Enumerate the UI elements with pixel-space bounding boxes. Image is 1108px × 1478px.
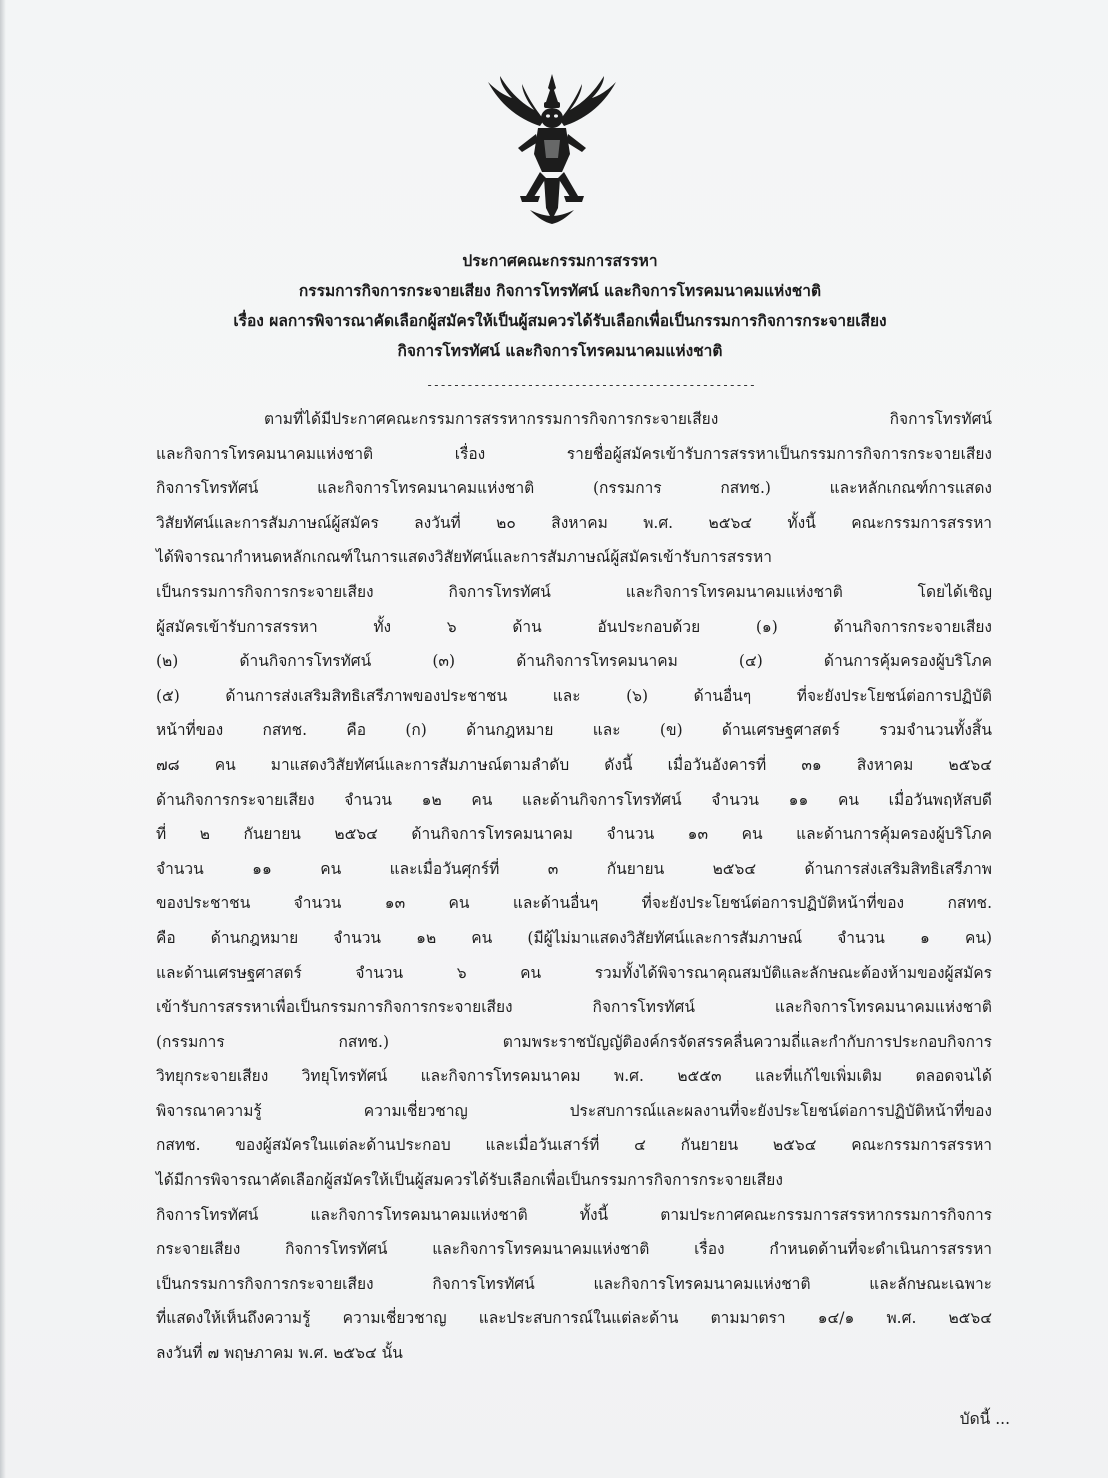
- body-line: และด้านเศรษฐศาสตร์ จำนวน ๖ คน รวมทั้งได้พิจารณาคุณสมบัติและลักษณะต้องห้ามของผู้สมัคร: [156, 963, 992, 982]
- announcement-header: [120, 246, 1000, 366]
- body-line: หน้าที่ของ กสทช. คือ (ก) ด้านกฎหมาย และ (ข) ด้านเศรษฐศาสตร์ รวมจำนวนทั้งสิ้น: [156, 721, 992, 740]
- announcement-committee: กรรมการกิจการกระจายเสียง กิจการโทรทัศน์ และกิจการโทรคมนาคมแห่งชาติ: [298, 281, 822, 300]
- body-line: เป็นกรรมการกิจการกระจายเสียง กิจการโทรทัศน์ และกิจการโทรคมนาคมแห่งชาติ โดยได้เชิญ: [156, 582, 992, 601]
- body-line: กิจการโทรทัศน์ และกิจการโทรคมนาคมแห่งชาติ ทั้งนี้ ตามประกาศคณะกรรมการสรรหากรรมการกิจการ: [156, 1205, 992, 1224]
- announcement-subject-cont: กิจการโทรทัศน์ และกิจการโทรคมนาคมแห่งชาติ: [397, 341, 723, 360]
- body-line: และกิจการโทรคมนาคมแห่งชาติ เรื่อง รายชื่อผู้สมัครเข้ารับการสรรหาเป็นกรรมการกิจการกระจายเสียง: [156, 444, 992, 463]
- body-line: เป็นกรรมการกิจการกระจายเสียง กิจการโทรทัศน์ และกิจการโทรคมนาคมแห่งชาติ และลักษณะเฉพาะ: [156, 1274, 992, 1293]
- body-line: (๒) ด้านกิจการโทรทัศน์ (๓) ด้านกิจการโทรคมนาคม (๔) ด้านการคุ้มครองผู้บริโภค: [156, 652, 992, 671]
- body-line: ของประชาชน จำนวน ๑๓ คน และด้านอื่นๆ ที่จะยังประโยชน์ต่อการปฏิบัติหน้าที่ของ กสทช.: [156, 894, 992, 913]
- body-line: กระจายเสียง กิจการโทรทัศน์ และกิจการโทรคมนาคมแห่งชาติ เรื่อง กำหนดด้านที่จะดำเนินการสรรหา: [156, 1240, 992, 1259]
- body-line: คือ ด้านกฎหมาย จำนวน ๑๒ คน (มีผู้ไม่มาแสดงวิสัยทัศน์และการสัมภาษณ์ จำนวน ๑ คน): [156, 928, 992, 947]
- body-line: ได้พิจารณากำหนดหลักเกณฑ์ในการแสดงวิสัยทัศน์และการสัมภาษณ์ผู้สมัครเข้ารับการสรรหา: [156, 548, 772, 567]
- body-line: ผู้สมัครเข้ารับการสรรหา ทั้ง ๖ ด้าน อันประกอบด้วย (๑) ด้านกิจการกระจายเสียง: [156, 617, 992, 636]
- announcement-subject: เรื่อง ผลการพิจารณาคัดเลือกผู้สมัครให้เป็นผู้สมควรได้รับเลือกเพื่อเป็นกรรมการกิจการกระจายเสียง: [233, 311, 887, 330]
- body-line: ได้มีการพิจารณาคัดเลือกผู้สมัครให้เป็นผู้สมควรได้รับเลือกเพื่อเป็นกรรมการกิจการกระจายเสียง: [156, 1171, 783, 1190]
- body-line: กสทช. ของผู้สมัครในแต่ละด้านประกอบ และเมื่อวันเสาร์ที่ ๔ กันยายน ๒๕๖๔ คณะกรรมการสรรหา: [156, 1136, 992, 1155]
- body-line: วิสัยทัศน์และการสัมภาษณ์ผู้สมัคร ลงวันที่ ๒๐ สิงหาคม พ.ศ. ๒๕๖๔ ทั้งนี้ คณะกรรมการสรรหา: [156, 513, 992, 532]
- body-line: พิจารณาความรู้ ความเชี่ยวชาญ ประสบการณ์และผลงานที่จะยังประโยชน์ต่อการปฏิบัติหน้าที่ของ: [156, 1101, 992, 1120]
- continuation-marker: บัดนี้ ...: [959, 1410, 1010, 1428]
- body-line: ที่แสดงให้เห็นถึงความรู้ ความเชี่ยวชาญ และประสบการณ์ในแต่ละด้าน ตามมาตรา ๑๔/๑ พ.ศ. ๒๕๖๔: [156, 1309, 992, 1328]
- garuda-emblem-icon: [478, 68, 626, 228]
- body-line: วิทยุกระจายเสียง วิทยุโทรทัศน์ และกิจการโทรคมนาคม พ.ศ. ๒๕๕๓ และที่แก้ไขเพิ่มเติม ตลอดจนได้: [156, 1067, 992, 1086]
- body-line: ตามที่ได้มีประกาศคณะกรรมการสรรหากรรมการกิจการกระจายเสียง กิจการโทรทัศน์: [264, 410, 992, 428]
- body-line: จำนวน ๑๑ คน และเมื่อวันศุกร์ที่ ๓ กันยายน ๒๕๖๔ ด้านการส่งเสริมสิทธิเสรีภาพ: [156, 859, 992, 878]
- body-line: (กรรมการ กสทช.) ตามพระราชบัญญัติองค์กรจัดสรรคลื่นความถี่และกำกับการประกอบกิจการ: [156, 1032, 992, 1051]
- announcement-issuer: ประกาศคณะกรรมการสรรหา: [462, 251, 658, 270]
- body-line: (๕) ด้านการส่งเสริมสิทธิเสรีภาพของประชาชน และ (๖) ด้านอื่นๆ ที่จะยังประโยชน์ต่อการปฏิบัติ: [156, 686, 992, 705]
- header-divider: -------------------------------------------------: [426, 378, 756, 392]
- body-line: ด้านกิจการกระจายเสียง จำนวน ๑๒ คน และด้านกิจการโทรทัศน์ จำนวน ๑๑ คน เมื่อวันพฤหัสบดี: [156, 790, 992, 809]
- body-line: ๗๘ คน มาแสดงวิสัยทัศน์และการสัมภาษณ์ตามลำดับ ดังนี้ เมื่อวันอังคารที่ ๓๑ สิงหาคม ๒๕๖๔: [156, 755, 992, 774]
- body-line: เข้ารับการสรรหาเพื่อเป็นกรรมการกิจการกระจายเสียง กิจการโทรทัศน์ และกิจการโทรคมนาคมแห่งชาติ: [156, 998, 992, 1017]
- announcement-body: [156, 402, 992, 1371]
- body-line: กิจการโทรทัศน์ และกิจการโทรคมนาคมแห่งชาติ (กรรมการ กสทช.) และหลักเกณฑ์การแสดง: [156, 479, 992, 498]
- body-line: ลงวันที่ ๗ พฤษภาคม พ.ศ. ๒๕๖๔ นั้น: [156, 1344, 403, 1363]
- body-line: ที่ ๒ กันยายน ๒๕๖๔ ด้านกิจการโทรคมนาคม จำนวน ๑๓ คน และด้านการคุ้มครองผู้บริโภค: [156, 825, 992, 844]
